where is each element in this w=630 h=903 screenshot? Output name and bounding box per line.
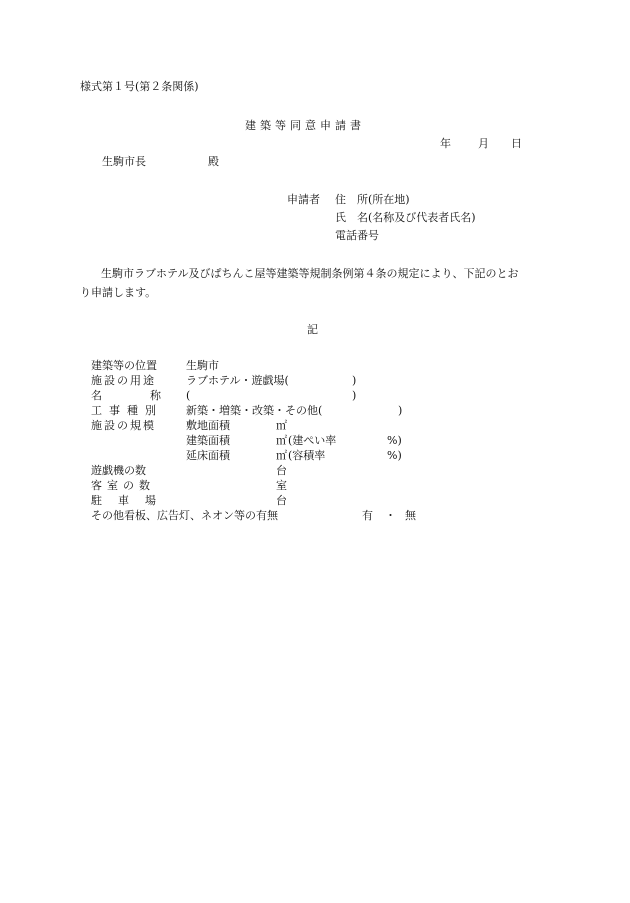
building-area-label: 建築面積 bbox=[186, 434, 230, 447]
ki-heading: 記 bbox=[307, 323, 318, 336]
applicant-name-label: 氏 名(名称及び代表者氏名) bbox=[335, 211, 476, 224]
applicant-address-label: 住 所(所在地) bbox=[335, 193, 410, 206]
signs-label: その他看板、広告灯、ネオン等の有無 bbox=[91, 509, 278, 522]
recipient-name: 生駒市長 bbox=[102, 155, 146, 168]
parking-unit: 台 bbox=[276, 494, 287, 507]
applicant-label: 申請者 bbox=[287, 193, 320, 206]
machines-unit: 台 bbox=[276, 464, 287, 477]
name-label-b: 称 bbox=[150, 389, 161, 402]
body-line-2: り申請します。 bbox=[80, 286, 157, 299]
machines-label: 遊戯機の数 bbox=[91, 464, 146, 477]
name-label-a: 名 bbox=[91, 389, 102, 402]
document-title: 建築等同意申請書 bbox=[245, 119, 365, 132]
building-coverage-percent: %) bbox=[387, 434, 402, 447]
building-coverage-label: (建ぺい率 bbox=[288, 434, 337, 447]
use-value: ラブホテル・遊戯場( bbox=[186, 374, 289, 387]
signs-yes: 有 bbox=[362, 509, 373, 522]
scale-label: 施設の規模 bbox=[91, 419, 156, 432]
building-area-unit: ㎡ bbox=[276, 434, 287, 447]
site-area-label: 敷地面積 bbox=[186, 419, 230, 432]
rooms-unit: 室 bbox=[276, 479, 287, 492]
construction-value: 新築・増築・改築・その他( bbox=[186, 404, 323, 417]
applicant-phone-label: 電話番号 bbox=[335, 229, 379, 242]
date-month: 月 bbox=[478, 137, 489, 150]
signs-no: 無 bbox=[405, 509, 416, 522]
construction-close: ) bbox=[398, 404, 403, 417]
floor-area-unit: ㎡ bbox=[276, 449, 287, 462]
date-day: 日 bbox=[511, 137, 522, 150]
date-year: 年 bbox=[440, 137, 451, 150]
construction-label: 工事種別 bbox=[91, 404, 163, 417]
parking-label: 駐車場 bbox=[91, 494, 172, 507]
name-close-paren: ) bbox=[352, 389, 357, 402]
rooms-label: 客室の数 bbox=[91, 479, 155, 492]
name-open-paren: ( bbox=[186, 389, 191, 402]
site-area-unit: ㎡ bbox=[276, 419, 287, 432]
use-label: 施設の用途 bbox=[91, 374, 156, 387]
recipient-honorific: 殿 bbox=[208, 155, 219, 168]
floor-area-label: 延床面積 bbox=[186, 449, 230, 462]
use-close: ) bbox=[352, 374, 357, 387]
form-number: 様式第１号(第２条関係) bbox=[80, 80, 199, 93]
location-label: 建築等の位置 bbox=[91, 359, 157, 372]
floor-ratio-percent: %) bbox=[387, 449, 402, 462]
signs-separator: ・ bbox=[385, 509, 396, 522]
location-value: 生駒市 bbox=[186, 359, 219, 372]
body-line-1: 生駒市ラブホテル及びぱちんこ屋等建築等規制条例第４条の規定により、下記のとお bbox=[90, 267, 519, 280]
floor-ratio-label: (容積率 bbox=[288, 449, 326, 462]
